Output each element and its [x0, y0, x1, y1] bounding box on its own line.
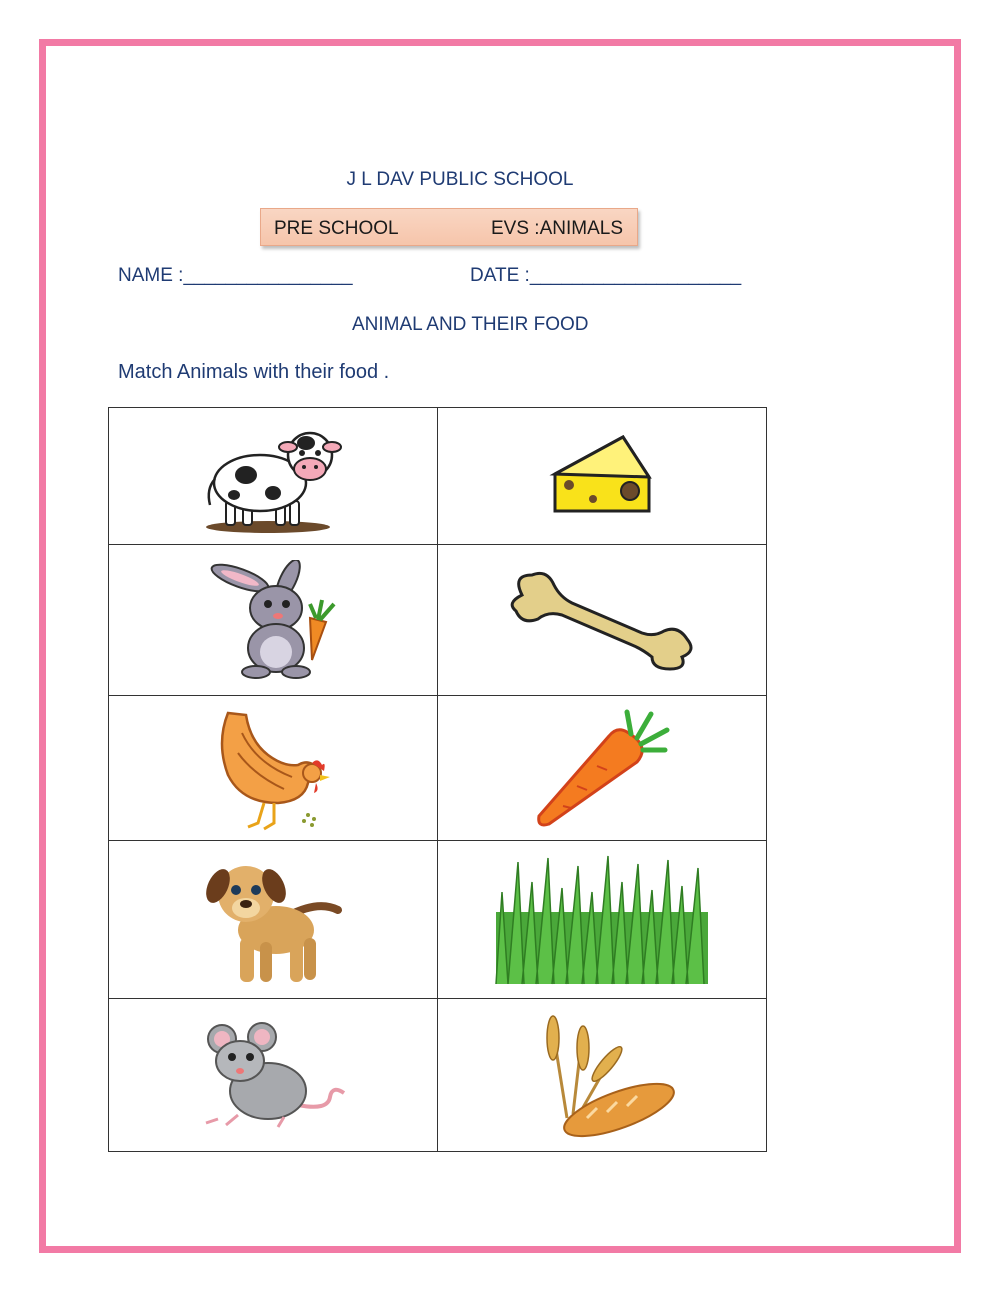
instruction-text: Match Animals with their food .: [118, 361, 390, 383]
table-row: [109, 999, 767, 1152]
food-cell-cheese[interactable]: [438, 408, 767, 545]
rabbit-icon: [198, 560, 348, 680]
hen-icon: [208, 703, 338, 833]
table-row: [109, 841, 767, 999]
subject-label: EVS :ANIMALS: [491, 218, 623, 239]
match-table: [108, 407, 767, 1152]
grass-icon: [492, 852, 712, 987]
carrot-icon: [527, 706, 677, 831]
food-cell-carrot[interactable]: [438, 696, 767, 841]
animal-cell-cow[interactable]: [109, 408, 438, 545]
school-name: J L DAV PUBLIC SCHOOL: [346, 169, 574, 190]
name-field[interactable]: NAME :________________: [118, 265, 353, 286]
class-label: PRE SCHOOL: [274, 218, 399, 239]
class-subject-banner: [260, 208, 638, 246]
animal-cell-dog[interactable]: [109, 841, 438, 999]
animal-cell-rat[interactable]: [109, 999, 438, 1152]
table-row: [109, 696, 767, 841]
cow-icon: [198, 419, 348, 534]
animal-cell-rabbit[interactable]: [109, 545, 438, 696]
food-cell-grass[interactable]: [438, 841, 767, 999]
worksheet-title: ANIMAL AND THEIR FOOD: [352, 314, 589, 335]
animal-cell-hen[interactable]: [109, 696, 438, 841]
food-cell-wheat-bread[interactable]: [438, 999, 767, 1152]
table-row: [109, 545, 767, 696]
dog-icon: [198, 850, 348, 990]
table-row: [109, 408, 767, 545]
rat-icon: [198, 1015, 348, 1135]
cheese-icon: [545, 429, 660, 524]
date-field[interactable]: DATE :____________________: [470, 265, 742, 286]
food-cell-bone[interactable]: [438, 545, 767, 696]
bone-icon: [502, 565, 702, 675]
wheat-bread-icon: [527, 1008, 677, 1143]
